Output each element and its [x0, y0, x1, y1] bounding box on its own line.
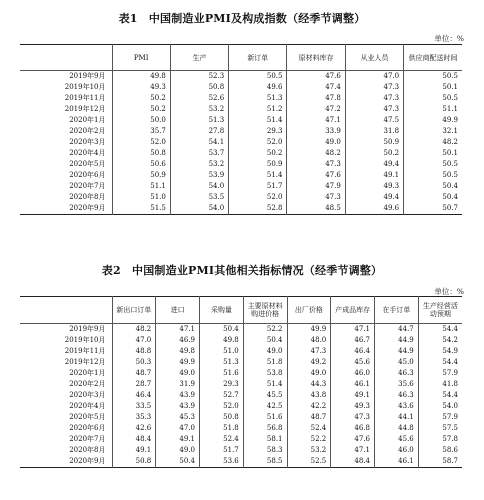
table-cell: 54.0 — [170, 203, 228, 215]
table1 — [20, 44, 462, 215]
table-cell: 49.8 — [200, 335, 244, 346]
table-cell: 53.7 — [170, 148, 228, 159]
table-cell: 50.6 — [112, 159, 170, 170]
table-cell: 54.0 — [170, 181, 228, 192]
table-cell: 51.6 — [243, 412, 287, 423]
table-cell: 53.6 — [200, 456, 244, 468]
table-cell: 45.3 — [156, 412, 200, 423]
table-cell: 46.7 — [331, 335, 375, 346]
table-cell: 48.2 — [404, 137, 462, 148]
table-cell: 50.2 — [112, 104, 170, 115]
table-row — [20, 335, 462, 346]
table-cell: 58.5 — [243, 456, 287, 468]
table-cell: 47.0 — [156, 423, 200, 434]
table-row — [20, 82, 462, 93]
table-row — [20, 412, 462, 423]
table-cell: 50.9 — [229, 159, 287, 170]
table-row — [20, 368, 462, 379]
table-cell: 52.0 — [229, 192, 287, 203]
table-cell: 49.1 — [112, 445, 156, 456]
table-cell: 46.3 — [375, 368, 419, 379]
table-cell: 50.5 — [404, 71, 462, 83]
table-row — [20, 159, 462, 170]
table-cell: 54.1 — [170, 137, 228, 148]
row-label: 2020年6月 — [69, 424, 106, 432]
table-cell: 29.3 — [229, 126, 287, 137]
table-cell: 47.3 — [287, 346, 331, 357]
table-cell: 50.1 — [404, 148, 462, 159]
table-cell: 44.9 — [375, 346, 419, 357]
table-cell: 49.0 — [156, 368, 200, 379]
table1-column-header: 供应商配送时间 — [404, 45, 462, 71]
table-cell: 45.5 — [243, 390, 287, 401]
table-cell: 48.8 — [112, 346, 156, 357]
row-label: 2019年9月 — [69, 325, 106, 333]
row-label: 2019年10月 — [64, 83, 106, 91]
table-cell: 46.8 — [331, 423, 375, 434]
table2-header-row — [20, 297, 462, 324]
row-label: 2020年7月 — [69, 182, 106, 190]
table-cell: 51.2 — [229, 104, 287, 115]
row-label: 2019年12月 — [64, 105, 106, 113]
table-cell: 57.8 — [418, 434, 462, 445]
table-cell: 49.0 — [156, 445, 200, 456]
table-row — [20, 324, 462, 336]
table-cell: 47.3 — [345, 82, 403, 93]
table-cell: 53.9 — [170, 170, 228, 181]
table-row — [20, 115, 462, 126]
table-cell: 47.8 — [287, 93, 345, 104]
table-row — [20, 192, 462, 203]
table-cell: 47.3 — [287, 192, 345, 203]
row-label: 2020年2月 — [69, 127, 106, 135]
table-cell: 51.3 — [229, 93, 287, 104]
table-cell: 49.1 — [331, 390, 375, 401]
table-cell: 43.9 — [156, 401, 200, 412]
table-cell: 44.8 — [375, 423, 419, 434]
table2-column-header: 在手订单 — [375, 297, 419, 324]
table-cell: 53.8 — [243, 368, 287, 379]
table-cell: 50.5 — [404, 93, 462, 104]
table-row — [20, 126, 462, 137]
table-cell: 47.3 — [287, 159, 345, 170]
table-cell: 52.0 — [112, 137, 170, 148]
table-cell: 53.5 — [170, 192, 228, 203]
table2-column-header — [20, 297, 112, 324]
table-cell: 52.2 — [243, 324, 287, 336]
table-cell: 52.0 — [229, 137, 287, 148]
table-cell: 47.1 — [331, 445, 375, 456]
table2-column-header: 新出口订单 — [112, 297, 156, 324]
row-label: 2020年3月 — [69, 138, 106, 146]
table-cell: 32.1 — [404, 126, 462, 137]
table-cell: 50.9 — [345, 137, 403, 148]
table-cell: 47.1 — [287, 115, 345, 126]
table-cell: 43.8 — [287, 390, 331, 401]
table-cell: 51.7 — [229, 181, 287, 192]
table2-unit: 单位：% — [434, 287, 464, 296]
table-cell: 50.8 — [200, 412, 244, 423]
table-cell: 54.9 — [418, 346, 462, 357]
table-cell: 50.5 — [404, 159, 462, 170]
row-label: 2020年6月 — [69, 171, 106, 179]
table-cell: 51.1 — [112, 181, 170, 192]
table-cell: 51.0 — [200, 346, 244, 357]
table-cell: 49.4 — [345, 159, 403, 170]
table-cell: 54.4 — [418, 357, 462, 368]
row-label: 2019年11月 — [64, 94, 106, 102]
table1-header-row — [20, 45, 462, 71]
table1-column-header: PMI — [112, 45, 170, 71]
table-cell: 52.0 — [200, 401, 244, 412]
row-label: 2019年11月 — [64, 347, 106, 355]
table2-column-header: 采购量 — [200, 297, 244, 324]
table-row — [20, 71, 462, 83]
table1-unit: 单位：% — [434, 34, 464, 43]
table-cell: 53.2 — [170, 159, 228, 170]
table-cell: 51.3 — [170, 115, 228, 126]
table-cell: 47.6 — [287, 170, 345, 181]
table1-column-header: 从业人员 — [345, 45, 403, 71]
table-cell: 58.6 — [418, 445, 462, 456]
table-cell: 52.4 — [200, 434, 244, 445]
table-cell: 57.5 — [418, 423, 462, 434]
table-cell: 58.1 — [243, 434, 287, 445]
table-cell: 49.3 — [112, 82, 170, 93]
table-cell: 57.9 — [418, 368, 462, 379]
table-cell: 50.9 — [112, 170, 170, 181]
row-label: 2020年1月 — [69, 116, 106, 124]
table-row — [20, 357, 462, 368]
table-cell: 51.5 — [112, 203, 170, 215]
table-row — [20, 170, 462, 181]
table-cell: 49.9 — [404, 115, 462, 126]
table2-column-header: 生产经营活动预期 — [418, 297, 462, 324]
table-cell: 46.1 — [331, 379, 375, 390]
table-cell: 50.8 — [112, 456, 156, 468]
table-cell: 49.4 — [345, 192, 403, 203]
table-cell: 46.4 — [331, 346, 375, 357]
table-cell: 33.9 — [287, 126, 345, 137]
table-cell: 52.7 — [200, 390, 244, 401]
table-cell: 49.0 — [287, 137, 345, 148]
table-cell: 46.0 — [375, 445, 419, 456]
table-cell: 58.3 — [243, 445, 287, 456]
table-cell: 49.6 — [345, 203, 403, 215]
row-label: 2020年1月 — [69, 369, 106, 377]
table-cell: 47.2 — [287, 104, 345, 115]
table-cell: 50.2 — [112, 93, 170, 104]
table-cell: 54.0 — [418, 401, 462, 412]
table-cell: 54.4 — [418, 324, 462, 336]
row-label: 2020年4月 — [69, 402, 106, 410]
table-row — [20, 93, 462, 104]
table-cell: 44.1 — [375, 412, 419, 423]
table-cell: 50.4 — [156, 456, 200, 468]
table-cell: 49.3 — [331, 401, 375, 412]
table-row — [20, 434, 462, 445]
table-cell: 51.4 — [229, 170, 287, 181]
table-cell: 48.7 — [112, 368, 156, 379]
table-cell: 45.6 — [331, 357, 375, 368]
table-cell: 41.8 — [418, 379, 462, 390]
table-cell: 46.4 — [112, 390, 156, 401]
table-cell: 49.2 — [287, 357, 331, 368]
table2-title: 表2 中国制造业PMI其他相关指标情况（经季节调整） — [101, 264, 383, 277]
table-cell: 46.3 — [375, 390, 419, 401]
table-cell: 45.0 — [375, 357, 419, 368]
row-label: 2020年8月 — [69, 193, 106, 201]
table-row — [20, 137, 462, 148]
table-cell: 50.8 — [112, 148, 170, 159]
table-cell: 57.9 — [418, 412, 462, 423]
table-cell: 53.2 — [287, 445, 331, 456]
table-cell: 49.6 — [229, 82, 287, 93]
table-cell: 49.8 — [156, 346, 200, 357]
row-label: 2019年10月 — [64, 336, 106, 344]
table-cell: 50.1 — [404, 82, 462, 93]
table-cell: 47.3 — [345, 93, 403, 104]
table-cell: 47.5 — [345, 115, 403, 126]
row-label: 2019年12月 — [64, 358, 106, 366]
table-cell: 35.7 — [112, 126, 170, 137]
table-cell: 29.3 — [200, 379, 244, 390]
table-cell: 51.3 — [200, 357, 244, 368]
row-label: 2020年5月 — [69, 160, 106, 168]
table-cell: 47.1 — [156, 324, 200, 336]
table2-column-header: 产成品库存 — [331, 297, 375, 324]
table-cell: 51.4 — [243, 379, 287, 390]
table-cell: 51.0 — [112, 192, 170, 203]
table-cell: 52.2 — [287, 434, 331, 445]
table-cell: 48.7 — [287, 412, 331, 423]
table-cell: 42.5 — [243, 401, 287, 412]
table2-body — [20, 324, 462, 468]
table-cell: 44.9 — [375, 335, 419, 346]
table-cell: 56.8 — [243, 423, 287, 434]
table-cell: 49.1 — [345, 170, 403, 181]
table-cell: 49.8 — [112, 71, 170, 83]
table-cell: 50.5 — [404, 170, 462, 181]
table-cell: 50.4 — [404, 181, 462, 192]
table-cell: 47.1 — [331, 324, 375, 336]
table-cell: 51.7 — [200, 445, 244, 456]
table-cell: 47.9 — [287, 181, 345, 192]
row-label: 2020年9月 — [69, 204, 106, 212]
table-row — [20, 148, 462, 159]
table-cell: 33.5 — [112, 401, 156, 412]
table-cell: 52.4 — [287, 423, 331, 434]
table-cell: 51.6 — [200, 368, 244, 379]
row-label: 2020年7月 — [69, 435, 106, 443]
table-cell: 50.3 — [112, 357, 156, 368]
table-cell: 48.4 — [331, 456, 375, 468]
table1-column-header — [20, 45, 112, 71]
table-cell: 28.7 — [112, 379, 156, 390]
table-cell: 49.0 — [243, 346, 287, 357]
table-cell: 50.2 — [345, 148, 403, 159]
table-cell: 58.7 — [418, 456, 462, 468]
table2-column-header: 进口 — [156, 297, 200, 324]
table-cell: 47.3 — [331, 412, 375, 423]
table-cell: 51.4 — [229, 115, 287, 126]
table-cell: 49.1 — [156, 434, 200, 445]
table-row — [20, 456, 462, 468]
table-cell: 53.2 — [170, 104, 228, 115]
table-cell: 31.9 — [156, 379, 200, 390]
table-cell: 52.8 — [229, 203, 287, 215]
table-cell: 50.5 — [229, 71, 287, 83]
table-cell: 42.6 — [112, 423, 156, 434]
table-cell: 48.0 — [287, 335, 331, 346]
row-label: 2020年8月 — [69, 446, 106, 454]
table-cell: 50.4 — [200, 324, 244, 336]
table-cell: 45.6 — [375, 434, 419, 445]
table-row — [20, 423, 462, 434]
table-cell: 49.3 — [345, 181, 403, 192]
table-row — [20, 181, 462, 192]
table-cell: 47.4 — [287, 82, 345, 93]
table-cell: 44.3 — [287, 379, 331, 390]
table-cell: 49.0 — [287, 368, 331, 379]
table-row — [20, 401, 462, 412]
table-cell: 50.2 — [229, 148, 287, 159]
table-cell: 50.8 — [170, 82, 228, 93]
row-label: 2020年4月 — [69, 149, 106, 157]
row-label: 2020年3月 — [69, 391, 106, 399]
row-label: 2020年2月 — [69, 380, 106, 388]
table2-column-header: 出厂价格 — [287, 297, 331, 324]
table-cell: 48.5 — [287, 203, 345, 215]
table-cell: 51.8 — [243, 357, 287, 368]
table-cell: 47.0 — [345, 71, 403, 83]
table1-title: 表1 中国制造业PMI及构成指数（经季节调整） — [118, 12, 366, 25]
table-cell: 27.8 — [170, 126, 228, 137]
table2 — [20, 296, 462, 468]
table1-column-header: 生产 — [170, 45, 228, 71]
table-cell: 54.2 — [418, 335, 462, 346]
table-cell: 49.9 — [156, 357, 200, 368]
table-row — [20, 445, 462, 456]
row-label: 2019年9月 — [69, 72, 106, 80]
table-cell: 43.9 — [156, 390, 200, 401]
table2-column-header: 主要原材料购进价格 — [243, 297, 287, 324]
table-cell: 47.6 — [287, 71, 345, 83]
table-cell: 42.2 — [287, 401, 331, 412]
table-cell: 51.8 — [200, 423, 244, 434]
table-cell: 35.6 — [375, 379, 419, 390]
table-row — [20, 104, 462, 115]
table-row — [20, 346, 462, 357]
table-cell: 31.8 — [345, 126, 403, 137]
table-cell: 51.1 — [404, 104, 462, 115]
table-cell: 49.9 — [287, 324, 331, 336]
table1-body — [20, 71, 462, 215]
table-cell: 47.6 — [331, 434, 375, 445]
table-cell: 50.0 — [112, 115, 170, 126]
table1-column-header: 新订单 — [229, 45, 287, 71]
table-cell: 50.7 — [404, 203, 462, 215]
table1-column-header: 原材料库存 — [287, 45, 345, 71]
table-cell: 52.3 — [170, 71, 228, 83]
table-cell: 48.2 — [112, 324, 156, 336]
row-label: 2020年9月 — [69, 457, 106, 465]
table-row — [20, 390, 462, 401]
table-cell: 35.3 — [112, 412, 156, 423]
table-row — [20, 379, 462, 390]
table-cell: 47.0 — [112, 335, 156, 346]
table-cell: 48.4 — [112, 434, 156, 445]
table-cell: 46.1 — [375, 456, 419, 468]
table-cell: 43.6 — [375, 401, 419, 412]
table-cell: 54.4 — [418, 390, 462, 401]
table-row — [20, 203, 462, 215]
row-label: 2020年5月 — [69, 413, 106, 421]
table-cell: 46.0 — [331, 368, 375, 379]
table-cell: 52.6 — [170, 93, 228, 104]
table-cell: 44.7 — [375, 324, 419, 336]
table-cell: 50.4 — [404, 192, 462, 203]
table-cell: 46.9 — [156, 335, 200, 346]
table-cell: 48.2 — [287, 148, 345, 159]
table-cell: 47.3 — [345, 104, 403, 115]
table-cell: 52.5 — [287, 456, 331, 468]
table-cell: 50.4 — [243, 335, 287, 346]
